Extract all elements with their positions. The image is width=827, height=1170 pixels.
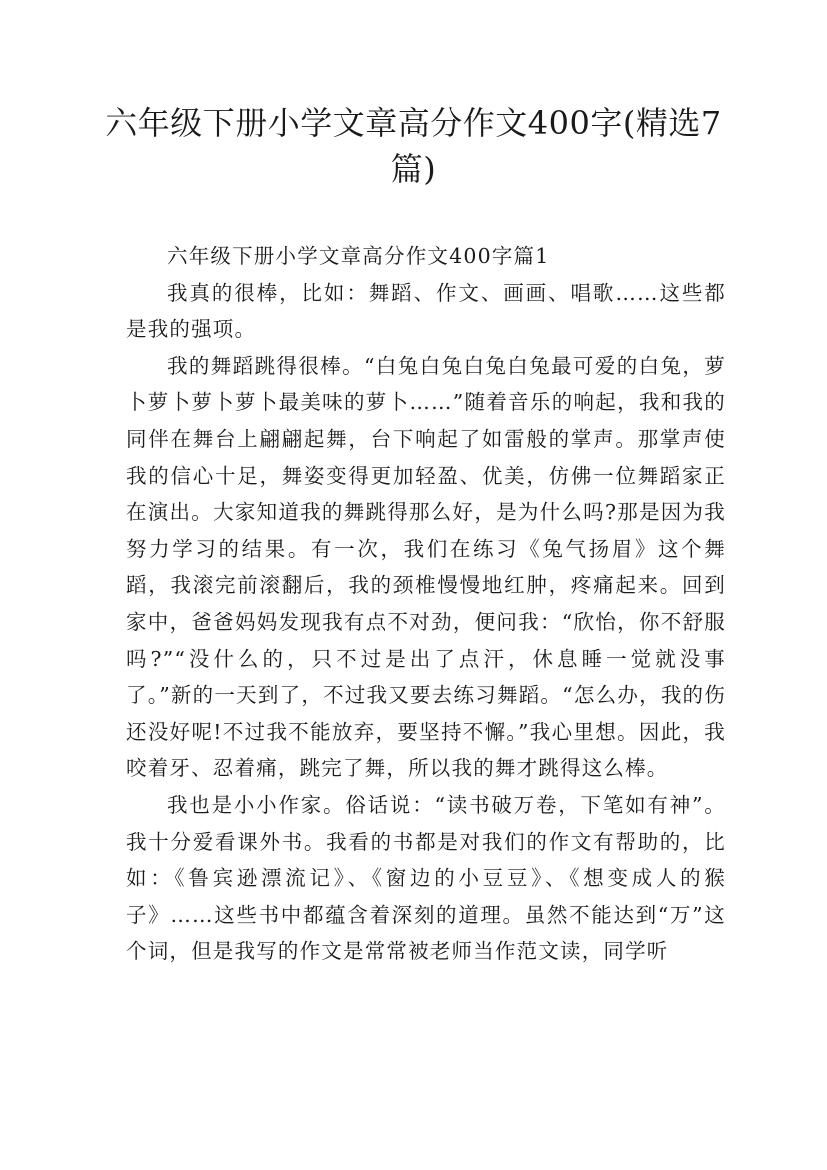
paragraph: 我真的很棒，比如：舞蹈、作文、画画、唱歌……这些都是我的强项。 [126, 280, 726, 342]
document-title: 六年级下册小学文章高分作文400字(精选7篇) [105, 104, 722, 188]
essay-heading: 六年级下册小学文章高分作文400字篇1 [167, 244, 550, 268]
paragraph: 我也是小小作家。俗话说：“读书破万卷，下笔如有神”。我十分爱看课外书。我看的书都是对我们的作文有帮助的，比如：《鲁宾逊漂流记》、《窗边的小豆豆》、《想变成人的猴子》……这些书中都蕴含着深刻的道理。虽然不能达到“万”这个词，但是我写的作文是常常被老师当作范文读，同学听 [126, 792, 726, 964]
document-body [126, 238, 726, 970]
paragraph: 我的舞蹈跳得很棒。“白兔白兔白兔白兔最可爱的白兔，萝卜萝卜萝卜萝卜最美味的萝卜……”随着音乐的响起，我和我的同伴在舞台上翩翩起舞，台下响起了如雷般的掌声。那掌声使我的信心十足，舞姿变得更加轻盈、优美，仿佛一位舞蹈家正在演出。大家知道我的舞跳得那么好，是为什么吗?那是因为我努力学习的结果。有一次，我们在练习《兔气扬眉》这个舞蹈，我滚完前滚翻后，我的颈椎慢慢地红肿，疼痛起来。回到家中，爸爸妈妈发现我有点不对劲，便问我：“欣怡，你不舒服吗?”“没什么的，只不过是出了点汗，休息睡一觉就没事了。”新的一天到了，不过我又要去练习舞蹈。“怎么办，我的伤还没好呢!不过我不能放弃，要坚持不懈。”我心里想。因此，我咬着牙、忍着痛，跳完了舞，所以我的舞才跳得这么棒。 [126, 353, 726, 781]
